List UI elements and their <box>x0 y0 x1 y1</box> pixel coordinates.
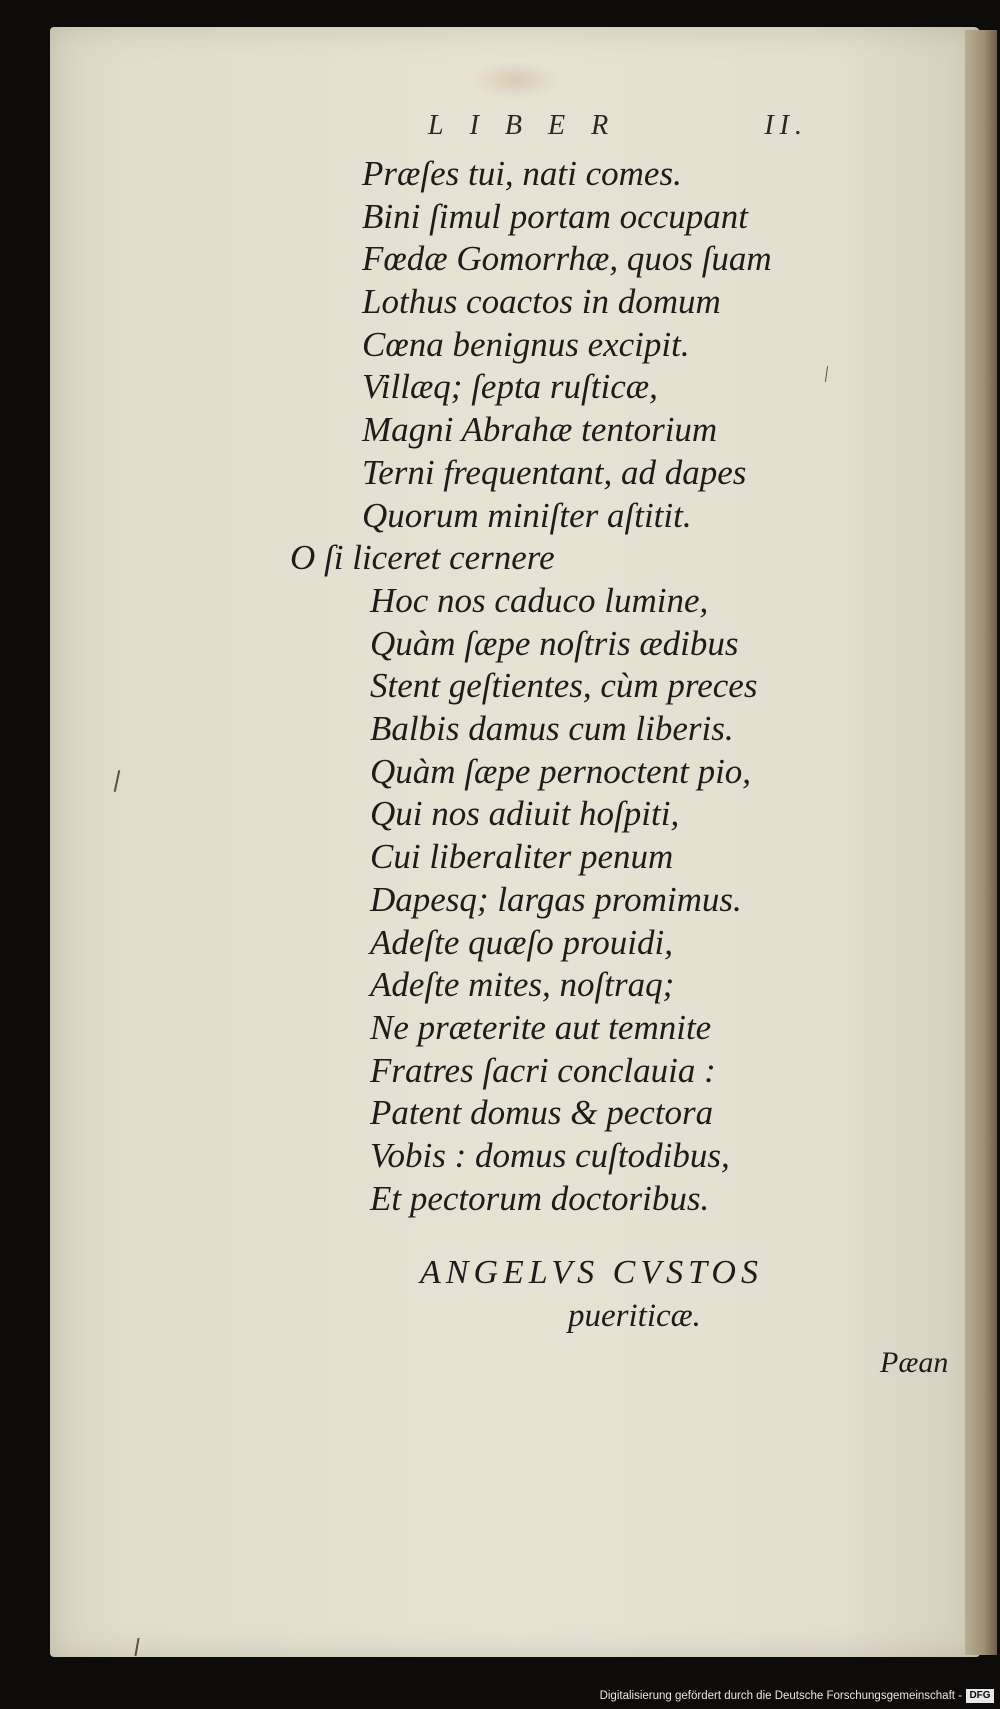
verse-line: Hoc nos caduco lumine, <box>370 581 709 620</box>
verse-line: Fœdæ Gomorrhæ, quos ſuam <box>362 239 772 279</box>
verse-line: Terni frequentant, ad dapes <box>362 452 747 492</box>
page-stain <box>470 60 560 100</box>
verse-line: Vobis : domus cuſtodibus, <box>370 1135 730 1175</box>
verse-line: Bini ſimul portam occupant <box>362 196 748 236</box>
verse-line: Quàm ſæpe noſtris ædibus <box>370 623 739 663</box>
running-head-page: II. <box>764 110 808 141</box>
verse-line: Cui liberaliter penum <box>370 837 674 877</box>
verse-line: Præſes tui, nati comes. <box>362 154 682 193</box>
verse-line: Dapesq; largas promimus. <box>370 879 742 919</box>
verse-line: Lothus coactos in domum <box>362 282 721 322</box>
verse-line: Fratres ſacri conclauia : <box>370 1050 716 1090</box>
verse-line: O ſi liceret cernere <box>290 538 555 577</box>
catchword: Pæan <box>880 1346 949 1379</box>
page-edge <box>965 30 997 1655</box>
verse-line: Magni Abrahæ tentorium <box>362 410 718 450</box>
section-subheading: pueriticæ. <box>568 1298 701 1334</box>
stanza-two-opening <box>290 537 850 580</box>
verse-line: Et pectorum doctoribus. <box>370 1178 710 1218</box>
stanza-one <box>362 153 922 537</box>
running-head <box>428 110 808 150</box>
verse-line: Adeſte quæſo prouidi, <box>370 922 673 962</box>
verse-line: Patent domus & pectora <box>370 1093 714 1133</box>
verse-line: Ne præterite aut temnite <box>370 1007 712 1047</box>
footer-credit: Digitalisierung gefördert durch die Deutsche Forschungsgemeinschaft - <box>599 1690 962 1702</box>
verse-line: Balbis damus cum liberis. <box>370 709 734 749</box>
verse-line: Quorum miniſter aſtitit. <box>362 495 692 535</box>
verse-line: Quàm ſæpe pernoctent pio, <box>370 751 752 791</box>
verse-line: Stent geſtientes, cùm preces <box>370 666 758 706</box>
dfg-logo: DFG <box>966 1689 994 1703</box>
verse-line: Villæq; ſepta ruſticæ, <box>362 367 658 407</box>
running-head-title: LIBER <box>428 110 635 141</box>
stanza-two <box>370 580 930 1220</box>
verse-line: Cœna benignus excipit. <box>362 324 690 364</box>
verse-line: Adeſte mites, noſtraq; <box>370 965 675 1005</box>
section-heading: ANGELVS CVSTOS <box>420 1254 763 1291</box>
verse-line: Qui nos adiuit hoſpiti, <box>370 794 680 834</box>
